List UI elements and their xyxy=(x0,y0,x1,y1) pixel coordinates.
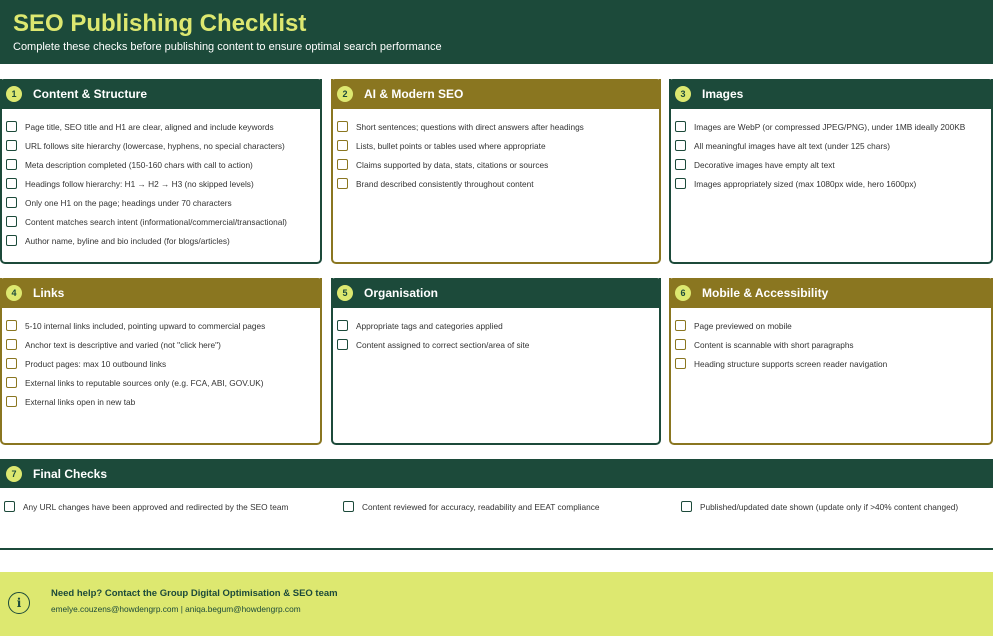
checkbox[interactable] xyxy=(6,320,17,331)
checklist-item xyxy=(675,174,985,193)
checklist-item-label: Images appropriately sized (max 1080px wide, hero 1600px) xyxy=(694,178,917,189)
checklist-item-label: Decorative images have empty alt text xyxy=(694,159,835,170)
checkbox[interactable] xyxy=(675,358,686,369)
checklist-item xyxy=(337,316,653,335)
checkbox[interactable] xyxy=(337,121,348,132)
checklist-item-label: Content is scannable with short paragraphs xyxy=(694,339,854,350)
checklist-item-label: Page title, SEO title and H1 are clear, aligned and include keywords xyxy=(25,121,274,132)
checklist xyxy=(333,308,659,354)
section-title: AI & Modern SEO xyxy=(364,87,464,101)
checkbox[interactable] xyxy=(6,396,17,407)
checkbox[interactable] xyxy=(6,121,17,132)
final-checks-section xyxy=(0,459,993,550)
checklist-item-label: Claims supported by data, stats, citations or sources xyxy=(356,159,549,170)
checklist xyxy=(671,308,991,373)
section-number-badge: 7 xyxy=(6,466,22,482)
checkbox[interactable] xyxy=(6,216,17,227)
checkbox[interactable] xyxy=(337,339,348,350)
checkbox[interactable] xyxy=(675,140,686,151)
checklist-item xyxy=(6,136,314,155)
section-number-badge: 5 xyxy=(337,285,353,301)
checklist-item xyxy=(675,354,985,373)
checkbox[interactable] xyxy=(6,140,17,151)
section-title: Content & Structure xyxy=(33,87,147,101)
checkbox[interactable] xyxy=(6,339,17,350)
page-title: SEO Publishing Checklist xyxy=(13,10,307,37)
checklist-item xyxy=(337,155,653,174)
checkbox[interactable] xyxy=(675,178,686,189)
checkbox[interactable] xyxy=(337,320,348,331)
checklist-item-label: Anchor text is descriptive and varied (not "click here") xyxy=(25,339,221,350)
section-number-badge: 4 xyxy=(6,285,22,301)
checkbox[interactable] xyxy=(681,501,692,512)
checklist-item xyxy=(6,335,314,354)
section-title: Links xyxy=(33,286,65,300)
section-header xyxy=(331,79,661,109)
checklist-item xyxy=(6,155,314,174)
checklist-item-label: Product pages: max 10 outbound links xyxy=(25,358,167,369)
checkbox[interactable] xyxy=(337,159,348,170)
checklist-item-label: Only one H1 on the page; headings under 70 characters xyxy=(25,197,232,208)
checkbox[interactable] xyxy=(6,358,17,369)
checklist-item xyxy=(337,136,653,155)
checklist-item-label: Page previewed on mobile xyxy=(694,320,792,331)
checklist-item xyxy=(6,392,314,411)
checklist-item xyxy=(6,117,314,136)
checklist-item-label: Author name, byline and bio included (for blogs/articles) xyxy=(25,235,230,246)
checklist-item xyxy=(337,174,653,193)
checklist-item-label: Meta description completed (150-160 chars with call to action) xyxy=(25,159,253,170)
checklist-item xyxy=(337,335,653,354)
section-card-mobile-accessibility xyxy=(669,278,993,445)
checklist-item-label: URL follows site hierarchy (lowercase, hyphens, no special characters) xyxy=(25,140,285,151)
checklist-item xyxy=(6,212,314,231)
checklist-item-label: All meaningful images have alt text (under 125 chars) xyxy=(694,140,891,151)
section-number-badge: 3 xyxy=(675,86,691,102)
checklist-item xyxy=(6,354,314,373)
final-check-item xyxy=(343,501,600,512)
checklist-item xyxy=(675,136,985,155)
section-header xyxy=(0,79,322,109)
checkbox[interactable] xyxy=(6,377,17,388)
checklist xyxy=(333,109,659,193)
checklist-item xyxy=(6,316,314,335)
final-checks-title: Final Checks xyxy=(33,466,108,481)
checkbox[interactable] xyxy=(6,159,17,170)
final-checks-header xyxy=(0,459,993,488)
checkbox[interactable] xyxy=(675,159,686,170)
help-banner xyxy=(0,572,993,636)
checkbox[interactable] xyxy=(675,320,686,331)
checklist-item xyxy=(6,231,314,250)
checkbox[interactable] xyxy=(675,339,686,350)
help-contacts[interactable]: emelye.couzens@howdengrp.com | aniqa.begum@howdengrp.com xyxy=(51,604,301,614)
checklist xyxy=(2,109,320,250)
section-number-badge: 2 xyxy=(337,86,353,102)
checklist-item xyxy=(675,335,985,354)
checklist-item-label: External links to reputable sources only (e.g. FCA, ABI, GOV.UK) xyxy=(25,377,264,388)
section-title: Mobile & Accessibility xyxy=(702,286,829,300)
checklist-item xyxy=(337,117,653,136)
checkbox[interactable] xyxy=(6,235,17,246)
final-check-item xyxy=(4,501,288,512)
checklist-item xyxy=(675,316,985,335)
checklist-item-label: Short sentences; questions with direct answers after headings xyxy=(356,121,584,132)
checklist-item xyxy=(675,155,985,174)
section-title: Images xyxy=(702,87,744,101)
section-card-images xyxy=(669,79,993,264)
final-check-label: Content reviewed for accuracy, readability and EEAT compliance xyxy=(362,501,600,512)
checklist xyxy=(671,109,991,193)
page-subtitle: Complete these checks before publishing content to ensure optimal search performance xyxy=(13,41,442,53)
final-check-item xyxy=(681,501,958,512)
checklist-item-label: External links open in new tab xyxy=(25,396,136,407)
section-number-badge: 1 xyxy=(6,86,22,102)
checkbox[interactable] xyxy=(337,140,348,151)
checklist-item xyxy=(6,373,314,392)
checkbox[interactable] xyxy=(6,178,17,189)
checklist-item-label: Lists, bullet points or tables used where appropriate xyxy=(356,140,546,151)
checklist-item xyxy=(6,174,314,193)
checkbox[interactable] xyxy=(343,501,354,512)
info-icon: i xyxy=(8,592,30,614)
section-header xyxy=(669,278,993,308)
checklist-item-label: Appropriate tags and categories applied xyxy=(356,320,503,331)
checklist-item xyxy=(675,117,985,136)
checkbox[interactable] xyxy=(6,197,17,208)
section-title: Organisation xyxy=(364,286,439,300)
checkbox[interactable] xyxy=(337,178,348,189)
help-title: Need help? Contact the Group Digital Optimisation & SEO team xyxy=(51,588,338,599)
final-check-label: Any URL changes have been approved and redirected by the SEO team xyxy=(23,501,289,512)
checklist-item-label: Content matches search intent (informational/commercial/transactional) xyxy=(25,216,287,227)
checkbox[interactable] xyxy=(4,501,15,512)
checklist-item xyxy=(6,193,314,212)
section-header xyxy=(669,79,993,109)
checklist-item-label: Brand described consistently throughout content xyxy=(356,178,534,189)
checklist-item-label: Content assigned to correct section/area of site xyxy=(356,339,530,350)
checklist-item-label: Heading structure supports screen reader navigation xyxy=(694,358,888,369)
section-header xyxy=(331,278,661,308)
section-card-content-structure xyxy=(0,79,322,264)
section-card-ai-modern-seo xyxy=(331,79,661,264)
page-header xyxy=(0,0,993,64)
section-header xyxy=(0,278,322,308)
checklist-item-label: 5-10 internal links included, pointing upward to commercial pages xyxy=(25,320,266,331)
final-check-label: Published/updated date shown (update only if >40% content changed) xyxy=(700,501,959,512)
section-card-links xyxy=(0,278,322,445)
checklist-item-label: Headings follow hierarchy: H1 → H2 → H3 (no skipped levels) xyxy=(25,178,254,189)
section-card-organisation xyxy=(331,278,661,445)
checklist-item-label: Images are WebP (or compressed JPEG/PNG), under 1MB ideally 200KB xyxy=(694,121,966,132)
checklist xyxy=(2,308,320,411)
section-number-badge: 6 xyxy=(675,285,691,301)
checkbox[interactable] xyxy=(675,121,686,132)
